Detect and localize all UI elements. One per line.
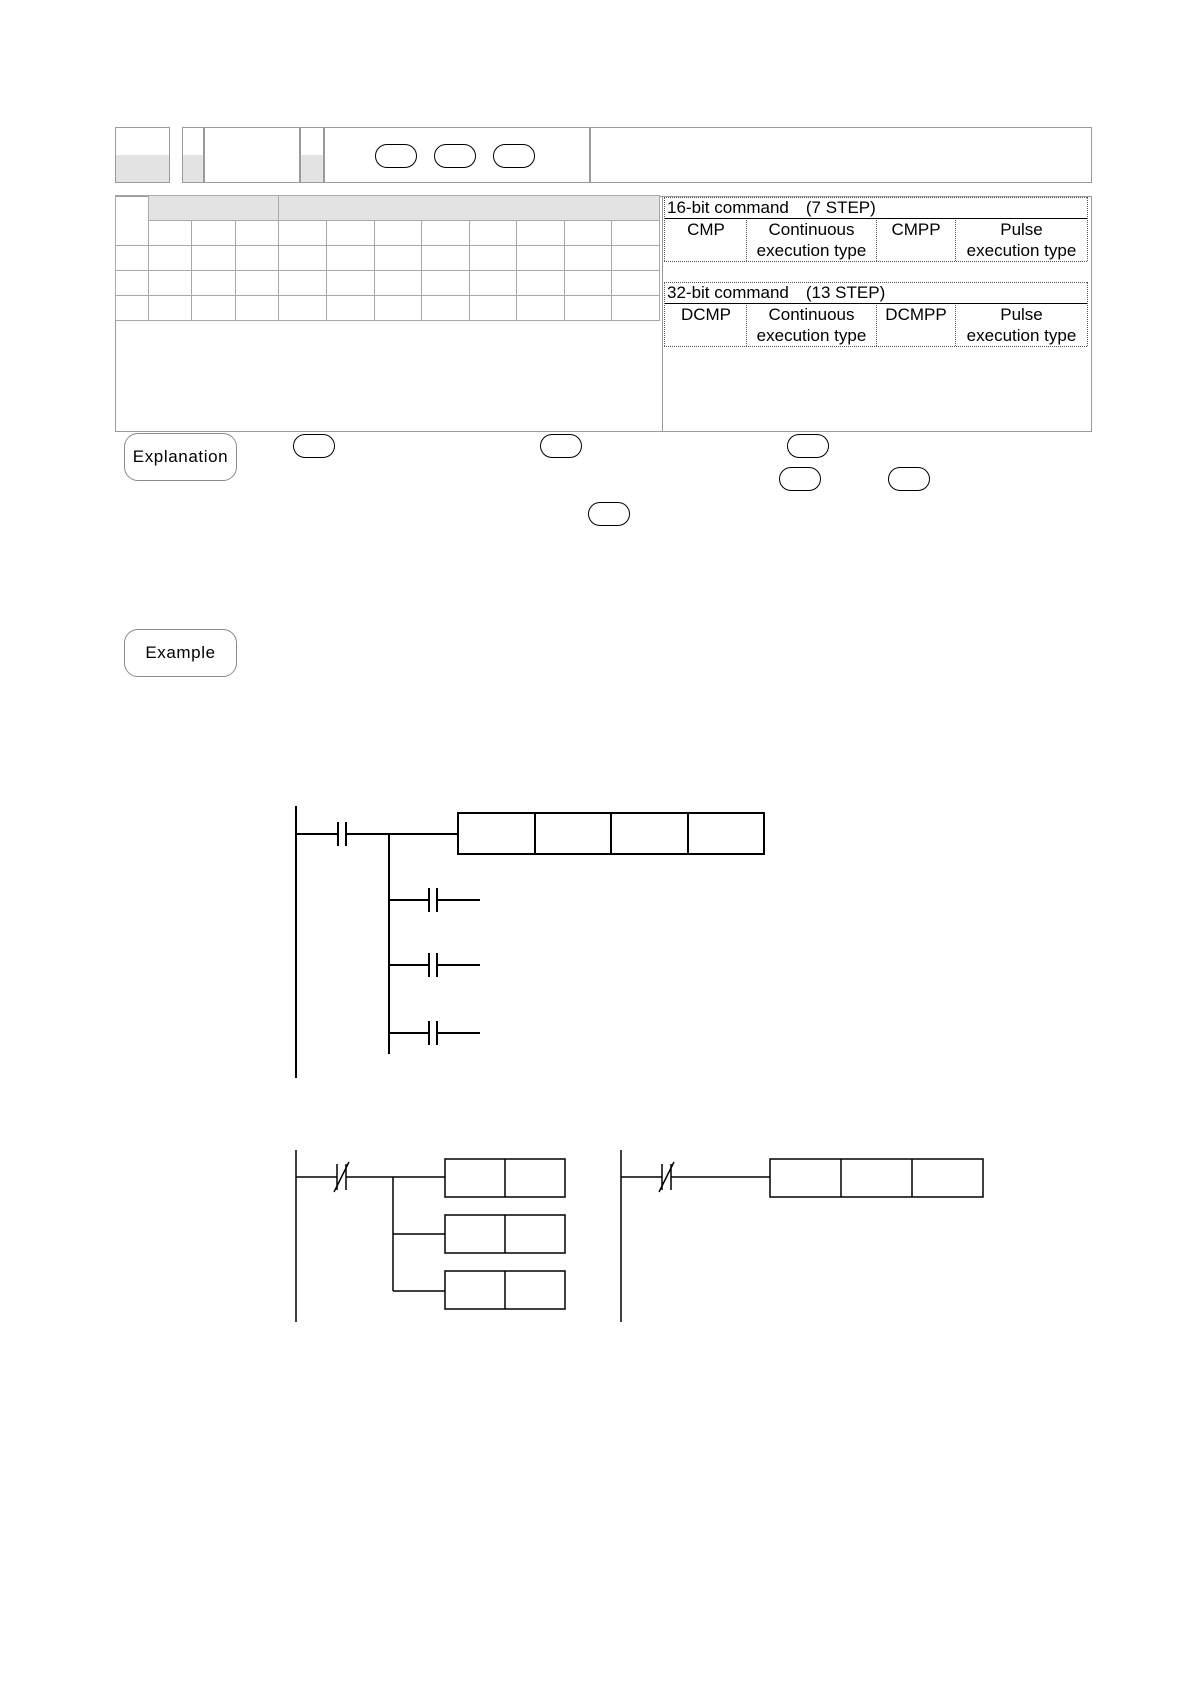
- cmd16-cont-type-1: Continuous: [768, 220, 855, 239]
- cmd32-cont-type-1: Continuous: [768, 305, 855, 324]
- cmd16-pulse-type-2: execution type: [966, 241, 1077, 260]
- ladder3-instr-box: [770, 1159, 983, 1197]
- cmd32-pulse-type-1: Pulse: [1000, 305, 1043, 324]
- cmd32-pulse-mnemonic: DCMPP: [885, 305, 947, 324]
- cmd16-cont-mnemonic: CMP: [687, 220, 725, 239]
- cmd16-pulse-mnemonic: CMPP: [891, 220, 941, 239]
- explanation-badge: Explanation: [124, 433, 237, 481]
- cmd32-cont-type-2: execution type: [756, 326, 867, 345]
- cmd32-pulse-type-2: execution type: [966, 326, 1077, 345]
- cmd32-title: 32-bit command (13 STEP): [667, 283, 886, 302]
- cmd16-pulse-type-1: Pulse: [1000, 220, 1043, 239]
- cmd32-cont-mnemonic: DCMP: [680, 305, 732, 324]
- cmd16-cont-type-2: execution type: [756, 241, 867, 260]
- example-badge: Example: [124, 629, 237, 677]
- cmd16-title: 16-bit command (7 STEP): [667, 198, 876, 217]
